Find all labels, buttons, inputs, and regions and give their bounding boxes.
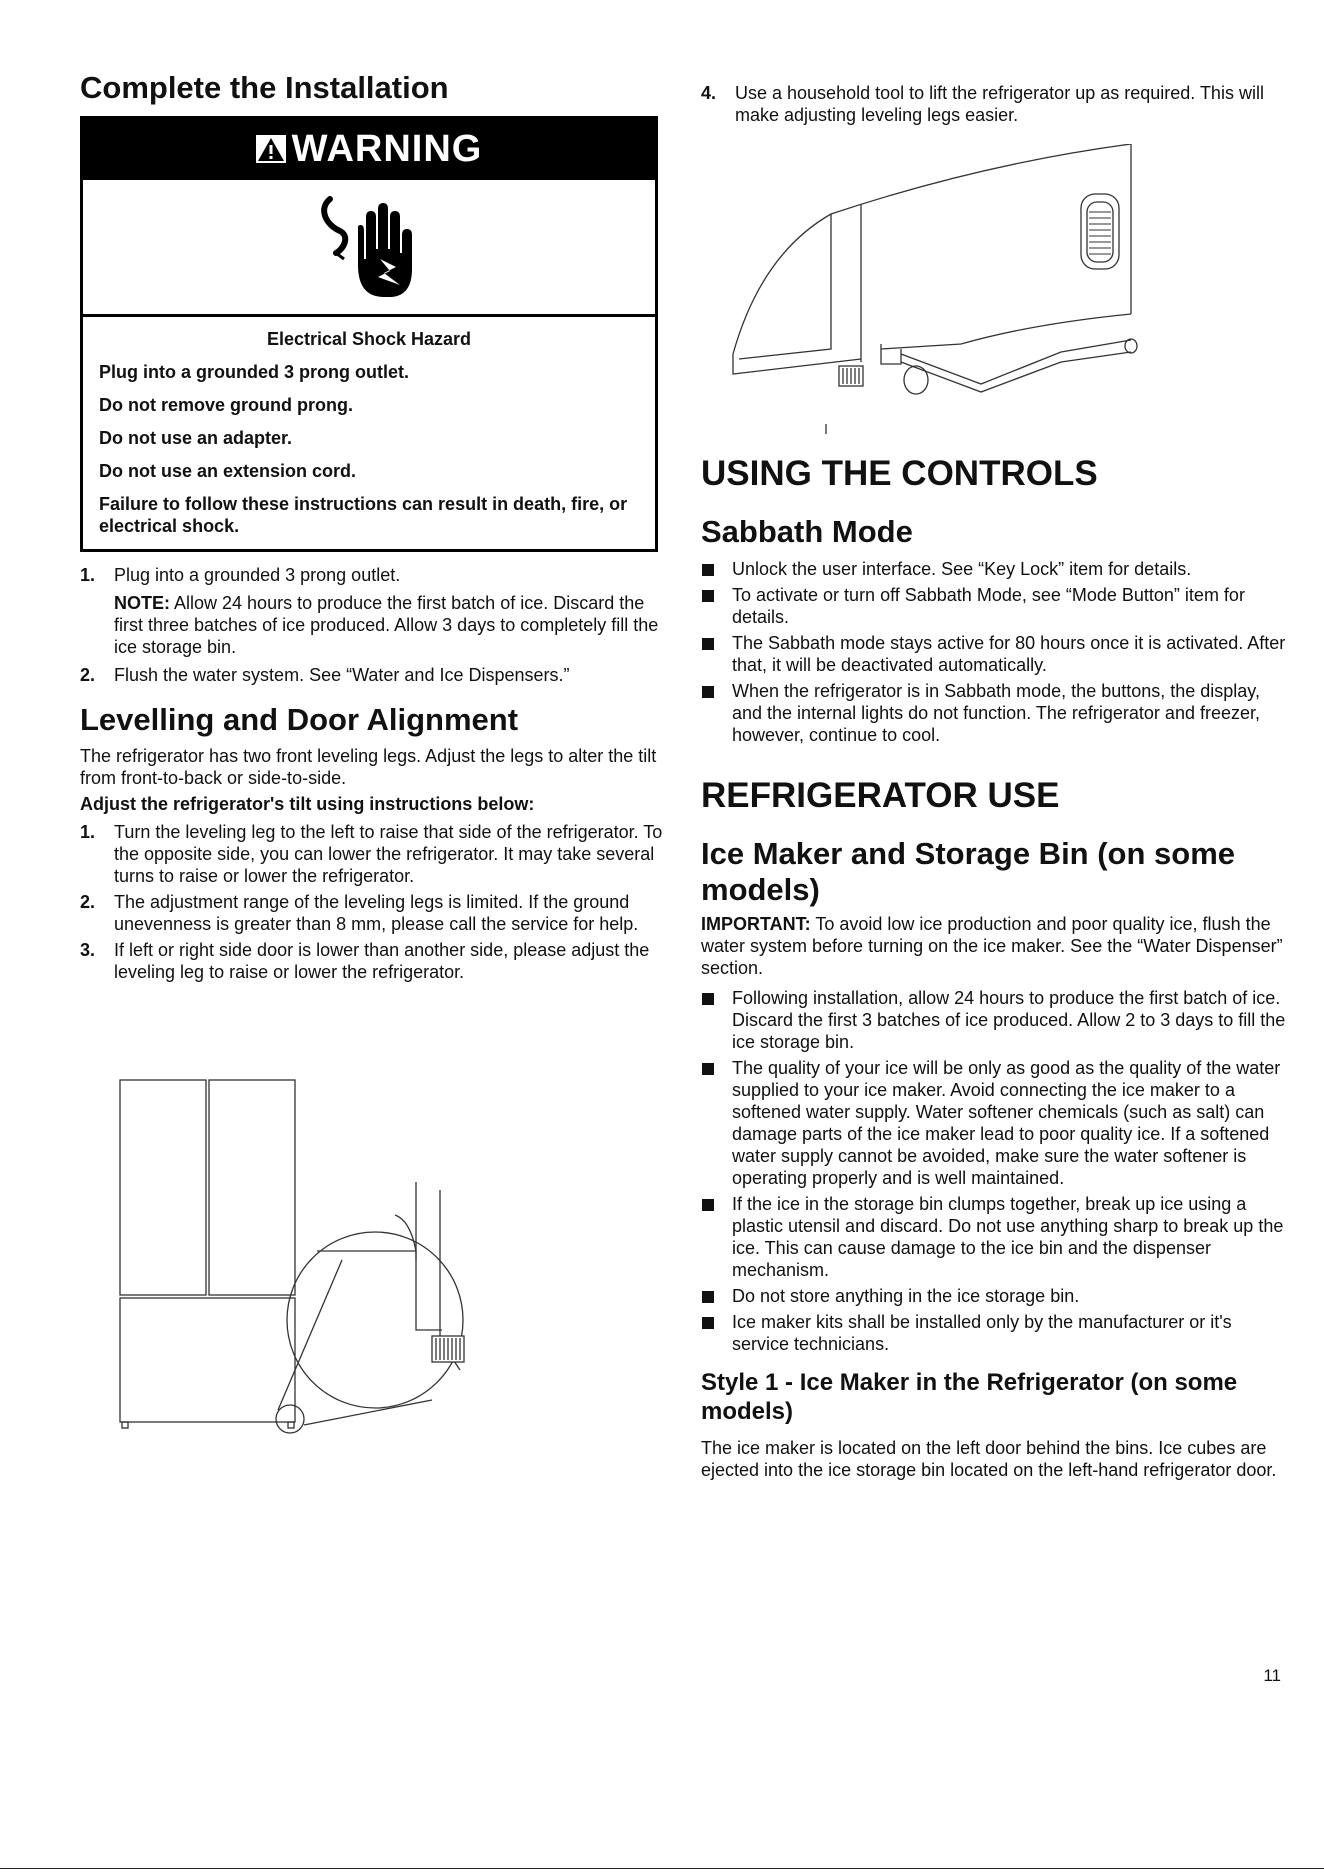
warning-triangle-icon [256, 135, 286, 163]
list-item [701, 558, 1286, 580]
warning-line: Plug into a grounded 3 prong outlet. [99, 361, 409, 382]
ice-maker-heading: Ice Maker and Storage Bin (on some models) [701, 836, 1236, 907]
list-item-text: Ice maker kits shall be installed only by the manufacturer or it's service technicians. [732, 1312, 1232, 1355]
warning-box [80, 116, 658, 552]
bullet-icon [702, 1199, 714, 1211]
sabbath-mode-heading: Sabbath Mode [701, 514, 913, 550]
important-note [701, 913, 1286, 979]
levelling-heading: Levelling and Door Alignment [80, 701, 519, 737]
using-controls-heading: USING THE CONTROLS [701, 454, 1098, 493]
page-bottom-rule [0, 1868, 1324, 1869]
lift-refrigerator-illustration [731, 144, 1151, 434]
list-item-text: To activate or turn off Sabbath Mode, see “Mode Button” item for details. [732, 584, 1245, 627]
style1-text: The ice maker is located on the left door behind the bins. Ice cubes are ejected into the ice storage bin located on the left-hand refrigerator door. [701, 1438, 1277, 1481]
list-item [80, 564, 665, 658]
step-number: 3. [80, 940, 96, 961]
sabbath-list [701, 558, 1286, 746]
note-text: Allow 24 hours to produce the first batch of ice. Discard the first three batches of ice produced. Allow 3 days to completely fill the ice storage bin. [114, 592, 659, 657]
electrical-shock-hand-icon [314, 187, 424, 307]
step-text: Use a household tool to lift the refrigerator up as required. This will make adjusting leveling legs easier. [735, 83, 1264, 125]
list-item [701, 1057, 1286, 1189]
bullet-icon [702, 993, 714, 1005]
bullet-icon [702, 590, 714, 602]
list-item-text: The quality of your ice will be only as good as the quality of the water supplied to your ice maker. Avoid connecting the ice maker to a softened water supply. Water softener chemicals (such as salt) can damage parts of the ice maker lead to poor quality ice. If a softened water supply cannot be avoided, make sure the water softener is operating properly and is well maintained. [732, 1058, 1281, 1189]
list-item [701, 584, 1286, 628]
list-item-text: When the refrigerator is in Sabbath mode, the buttons, the display, and the internal lights do not function. The refrigerator and freezer, however, continue to cool. [732, 680, 1260, 745]
list-item-text: If the ice in the storage bin clumps together, break up ice using a plastic utensil and discard. Do not use anything sharp to break up the ice. This can cause damage to the ice bin and the dispenser mechanism. [732, 1194, 1284, 1281]
hazard-title: Electrical Shock Hazard [266, 328, 472, 349]
list-item [701, 1193, 1286, 1281]
list-item [701, 1285, 1286, 1307]
list-item [701, 1311, 1286, 1355]
list-item-text: Unlock the user interface. See “Key Lock” item for details. [732, 558, 1192, 579]
left-column [80, 70, 665, 983]
step-text: Plug into a grounded 3 prong outlet. [114, 564, 401, 585]
bullet-icon [702, 686, 714, 698]
levelling-intro: The refrigerator has two front leveling legs. Adjust the legs to alter the tilt from front-to-back or side-to-side. [80, 746, 657, 789]
warning-line: Do not remove ground prong. [99, 394, 353, 415]
warning-body [83, 317, 655, 549]
list-item-text: Following installation, allow 24 hours to produce the first batch of ice. Discard the first 3 batches of ice produced. Allow 2 to 3 days to fill the ice storage bin. [732, 988, 1286, 1053]
step-text: If left or right side door is lower than another side, please adjust the leveling leg to raise or lower the refrigerator. [114, 940, 650, 983]
list-item [80, 939, 665, 983]
refrigerator-leveling-illustration [110, 1070, 530, 1440]
warning-line: Failure to follow these instructions can result in death, fire, or electrical shock. [99, 493, 628, 536]
warning-header [83, 119, 655, 180]
list-item-text: Do not store anything in the ice storage bin. [732, 1286, 1080, 1307]
list-item [80, 891, 665, 935]
list-item [701, 680, 1286, 746]
list-item [701, 82, 1286, 126]
note [114, 592, 665, 658]
list-item [80, 664, 665, 686]
right-column [701, 82, 1286, 1481]
step-text: Turn the leveling leg to the left to raise that side of the refrigerator. To the opposite side, you can lower the refrigerator. It may take several turns to raise or lower the refrigerator. [114, 822, 663, 887]
step-number: 2. [80, 664, 96, 685]
warning-line: Do not use an adapter. [99, 427, 293, 448]
refrigerator-use-heading: REFRIGERATOR USE [701, 775, 1060, 815]
bullet-icon [702, 638, 714, 650]
complete-installation-heading: Complete the Installation [80, 70, 449, 105]
list-item-text: The Sabbath mode stays active for 80 hours once it is activated. After that, it will be deactivated automatically. [732, 632, 1286, 675]
important-text: To avoid low ice production and poor quality ice, flush the water system before turning on the ice maker. See the “Water Dispenser” section. [701, 914, 1283, 979]
step-number: 4. [701, 83, 717, 103]
warning-title: WARNING [291, 127, 483, 170]
list-item [80, 821, 665, 887]
bullet-icon [702, 1317, 714, 1329]
step-number: 1. [80, 564, 96, 585]
levelling-steps [80, 821, 665, 983]
list-item [701, 987, 1286, 1053]
warning-line: Do not use an extension cord. [99, 460, 357, 481]
page-number: 11 [1263, 1666, 1281, 1685]
note-label: NOTE: [114, 592, 170, 613]
step-text: The adjustment range of the leveling legs is limited. If the ground unevenness is greater than 8 mm, please call the service for help. [114, 892, 639, 935]
bullet-icon [702, 564, 714, 576]
levelling-subheading: Adjust the refrigerator's tilt using instructions below: [80, 794, 535, 815]
ice-maker-list [701, 987, 1286, 1355]
step-text: Flush the water system. See “Water and Ice Dispensers.” [114, 664, 570, 685]
install-steps [80, 564, 665, 686]
step-number: 2. [80, 892, 96, 913]
bullet-icon [702, 1063, 714, 1075]
lift-step [701, 82, 1286, 126]
step-number: 1. [80, 822, 96, 843]
style1-heading: Style 1 - Ice Maker in the Refrigerator (on some models) [701, 1369, 1238, 1426]
shock-pictogram [83, 180, 655, 317]
bullet-icon [702, 1291, 714, 1303]
important-label: IMPORTANT: [701, 914, 811, 935]
list-item [701, 632, 1286, 676]
